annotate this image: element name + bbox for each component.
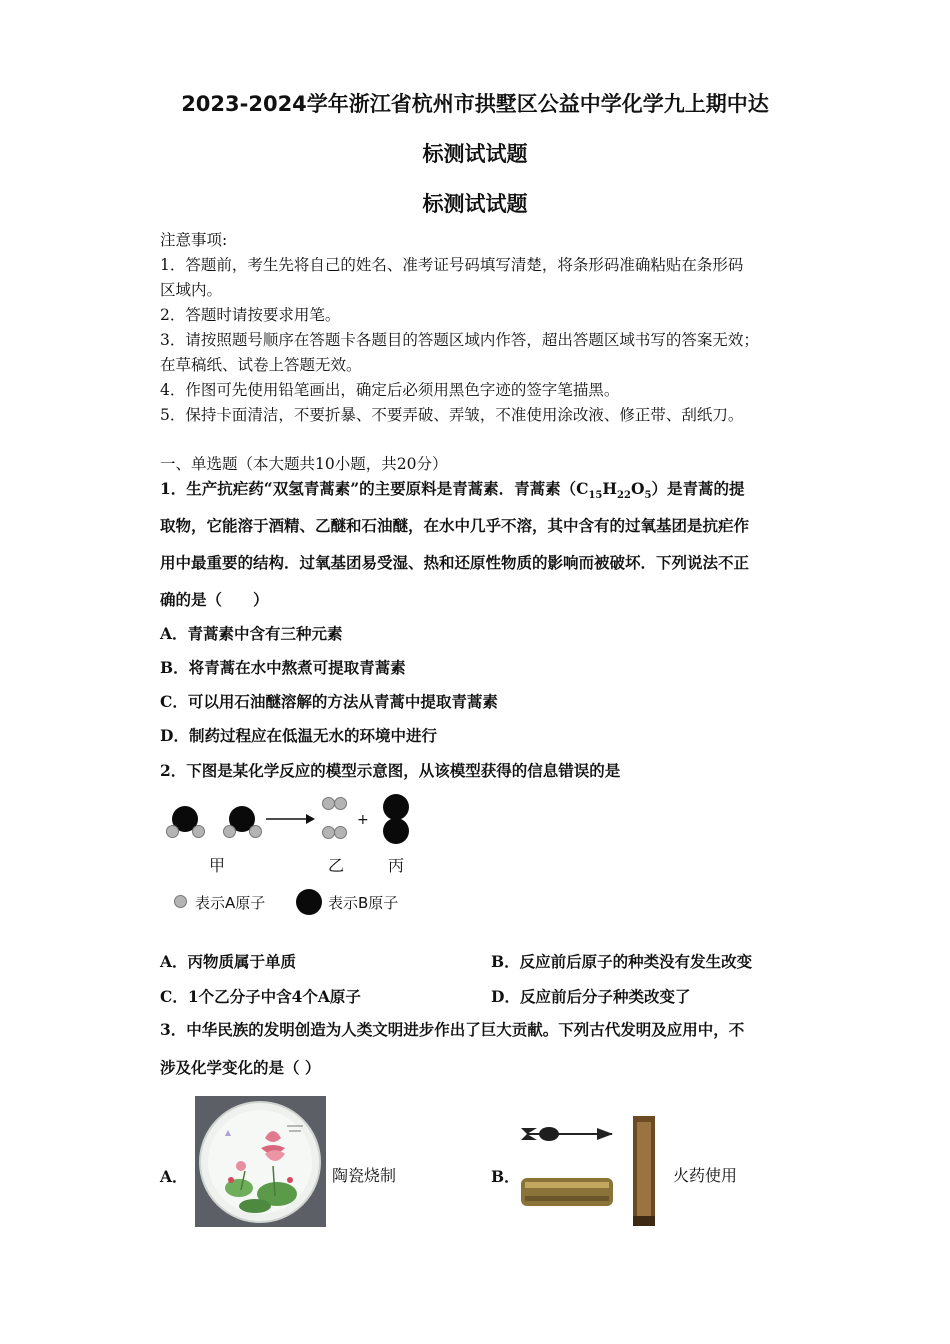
q1-option-c: C．可以用石油醚溶解的方法从青蒿中提取青蒿素 (160, 692, 498, 711)
page-title-line2: 标测试试题 (422, 142, 528, 166)
q2-option-b: B．反应前后原子的种类没有发生改变 (491, 952, 753, 971)
legend-a-text: 表示A原子 (195, 894, 266, 912)
q3-option-a-letter: A． (160, 1167, 188, 1186)
b-atom (383, 818, 409, 844)
q2-stem: 2．下图是某化学反应的模型示意图，从该模型获得的信息错误的是 (160, 761, 621, 780)
a-atom (334, 797, 347, 810)
a-atom (166, 825, 179, 838)
q1-option-b: B．将青蒿在水中熬煮可提取青蒿素 (160, 658, 406, 677)
q3-option-b-letter: B． (491, 1167, 520, 1186)
notice-item: 1．答题前，考生先将自己的姓名、准考证号码填写清楚，将条形码准确粘贴在条形码 (160, 256, 744, 274)
porcelain-plate-image (195, 1096, 326, 1227)
q3-option-b-text: 火药使用 (673, 1166, 738, 1185)
notice-heading: 注意事项: (160, 231, 228, 249)
label-bing: 丙 (388, 856, 405, 875)
label-jia: 甲 (209, 856, 226, 875)
a-atom (334, 826, 347, 839)
page-title-line1: 2023-2024学年浙江省杭州市拱墅区公益中学化学九上期中达 (181, 92, 769, 116)
q1-stem-line3: 用中最重要的结构．过氧基团易受湿、热和还原性物质的影响而被破坏．下列说法不正 (160, 553, 750, 572)
section-heading: 一、单选题（本大题共10小题，共20分） (160, 455, 448, 473)
q2-option-d: D．反应前后分子种类改变了 (491, 987, 691, 1006)
q1-stem-line4: 确的是（ ） (160, 590, 269, 609)
legend-b-text: 表示B原子 (328, 894, 399, 912)
notice-item: 2．答题时请按要求用笔。 (160, 306, 341, 324)
notice-item: 5．保持卡面清洁，不要折暴、不要弄破、弄皱，不准使用涂改液、修正带、刮纸刀。 (160, 406, 744, 424)
q1-option-d: D．制药过程应在低温无水的环境中进行 (160, 726, 437, 745)
plus-sign: + (357, 812, 369, 828)
notice-item: 4．作图可先使用铅笔画出，确定后必须用黑色字迹的签字笔描黑。 (160, 381, 620, 399)
b-atom (383, 794, 409, 820)
a-atom (223, 825, 236, 838)
q1-option-a: A．青蒿素中含有三种元素 (160, 624, 343, 643)
notice-item: 区域内。 (160, 281, 223, 299)
legend-b-atom-icon (296, 889, 322, 915)
q3-stem-line2: 涉及化学变化的是（ ） (160, 1058, 321, 1077)
q2-option-a: A．丙物质属于单质 (160, 952, 297, 971)
a-atom (249, 825, 262, 838)
page-title-line3: 标测试试题 (422, 192, 528, 216)
q3-stem-line1: 3．中华民族的发明创造为人类文明进步作出了巨大贡献。下列古代发明及应用中，不 (160, 1020, 745, 1039)
q2-option-c: C．1个乙分子中含4个A原子 (160, 987, 361, 1006)
notice-item: 3．请按照题号顺序在答题卡各题目的答题区域内作答，超出答题区域书写的答案无效； (160, 331, 759, 349)
q3-option-a-text: 陶瓷烧制 (332, 1166, 397, 1185)
a-atom (192, 825, 205, 838)
gunpowder-weapons-image (517, 1112, 662, 1230)
notice-item: 在草稿纸、试卷上答题无效。 (160, 356, 362, 374)
q1-stem-line2: 取物，它能溶于酒精、乙醚和石油醚，在水中几乎不溶，其中含有的过氧基团是抗疟作 (160, 516, 750, 535)
label-yi: 乙 (328, 856, 345, 875)
q1-stem-line1: 1．生产抗疟药“双氢青蒿素”的主要原料是青蒿素．青蒿素$(C_{15}H_{22}O_5)$是青蒿的提 (160, 479, 745, 502)
reaction-arrow-icon (266, 812, 316, 826)
legend-a-atom-icon (174, 895, 187, 908)
